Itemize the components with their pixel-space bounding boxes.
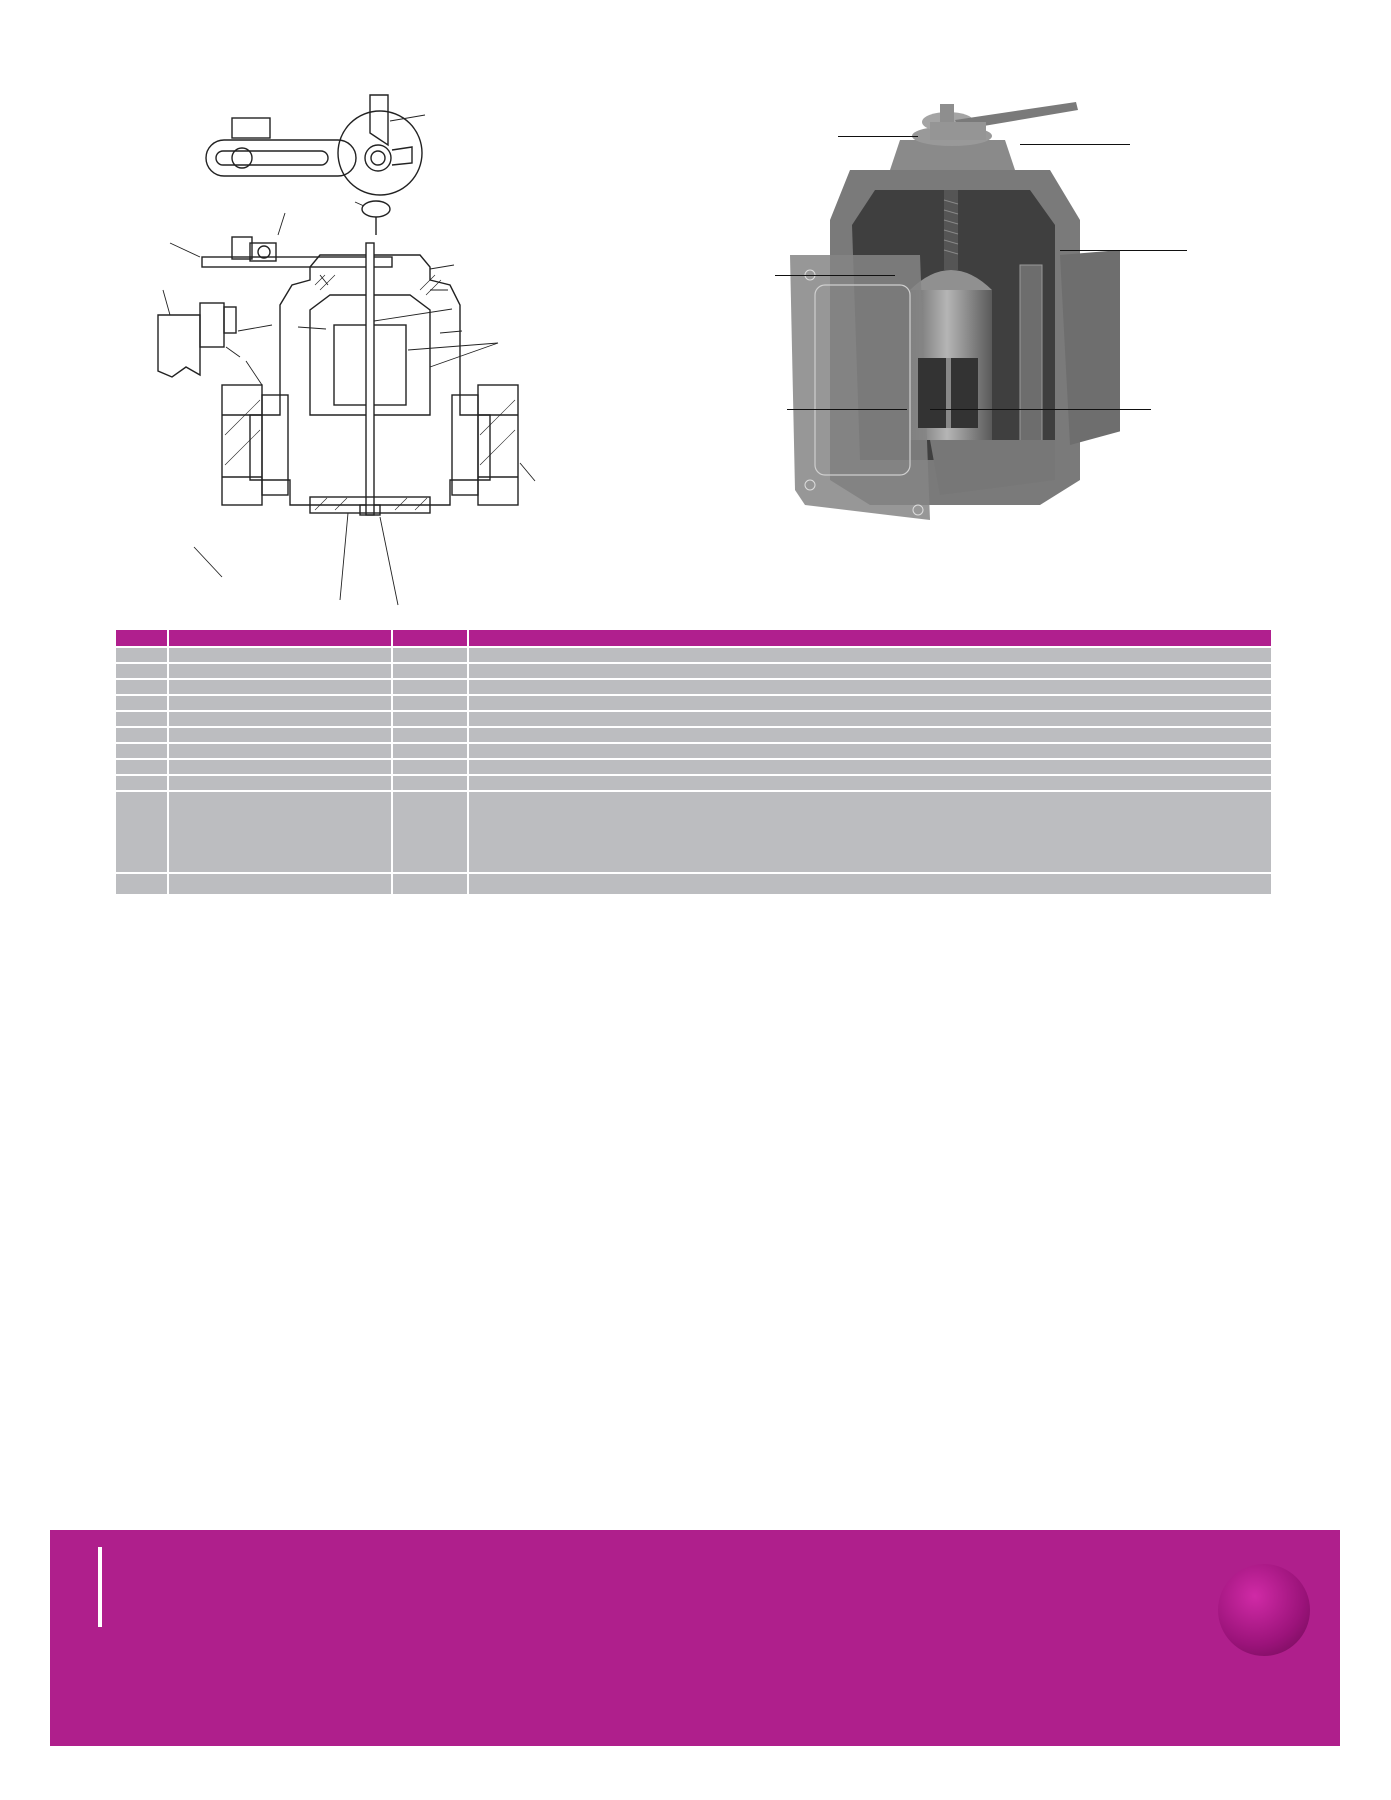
- valve-b-part: [468, 647, 522, 663]
- valve-cutaway-photo: [790, 100, 1120, 530]
- valve-d-part: [670, 743, 817, 759]
- table-row: [116, 743, 1271, 759]
- item-name: [168, 791, 392, 873]
- table-footnotes: [118, 1472, 626, 1492]
- valve-b-part: [468, 695, 522, 711]
- valve-g-part: [1111, 647, 1271, 663]
- valve-f-part: [964, 711, 1111, 727]
- valve-g-part: [1111, 759, 1271, 775]
- item-number: [116, 647, 168, 663]
- item-name: [168, 727, 392, 743]
- valve-e-part: [817, 775, 964, 791]
- valve-b-part: [468, 663, 522, 679]
- valve-f-part: [964, 775, 1111, 791]
- valve-g-part: [1111, 679, 1271, 695]
- valve-d-part: [670, 873, 817, 894]
- table-row: [116, 775, 1271, 791]
- valve-c-part: [522, 873, 669, 894]
- leader-line: [930, 409, 1151, 410]
- valve-d-part: [670, 775, 817, 791]
- item-number: [116, 775, 168, 791]
- valve-d-part: [670, 727, 817, 743]
- table-row: [116, 663, 1271, 679]
- item-number: [116, 873, 168, 894]
- valve-f-part: [964, 647, 1111, 663]
- item-series: [392, 775, 468, 791]
- item-number: [116, 679, 168, 695]
- valve-f-part: [964, 663, 1111, 679]
- valve-e-part: [817, 679, 964, 695]
- leader-line: [838, 136, 918, 137]
- leader-line: [787, 409, 907, 410]
- cross-section-illustration: [130, 85, 650, 615]
- header-valve-d: [670, 636, 817, 647]
- valve-d-part: [670, 791, 817, 873]
- valve-c-part: [522, 759, 669, 775]
- valve-g-part: [1111, 791, 1271, 873]
- item-series: [392, 743, 468, 759]
- header-valve-g: [1111, 636, 1271, 647]
- header-series: [392, 630, 468, 647]
- valve-g-part: [1111, 727, 1271, 743]
- header-item-no: [116, 630, 168, 647]
- item-name: [168, 647, 392, 663]
- valve-c-part: [522, 695, 669, 711]
- valve-b-part: [468, 727, 522, 743]
- contact-footer: [50, 1530, 1340, 1746]
- valve-g-part: [1111, 743, 1271, 759]
- table-row: [116, 873, 1271, 894]
- item-series: [392, 647, 468, 663]
- item-number: [116, 791, 168, 873]
- valve-d-part: [670, 647, 817, 663]
- item-number: [116, 711, 168, 727]
- item-series: [392, 873, 468, 894]
- valve-b-part: [468, 711, 522, 727]
- item-series: [392, 759, 468, 775]
- item-series: [392, 727, 468, 743]
- header-item-name: [168, 630, 392, 647]
- valve-e-part: [817, 873, 964, 894]
- valve-b-part: [468, 759, 522, 775]
- valve-f-part: [964, 695, 1111, 711]
- valve-c-part: [522, 743, 669, 759]
- valve-f-part: [964, 743, 1111, 759]
- valve-d-part: [670, 679, 817, 695]
- valve-d-part: [670, 711, 817, 727]
- valve-e-part: [817, 711, 964, 727]
- item-series: [392, 695, 468, 711]
- valve-c-part: [522, 711, 669, 727]
- footnote-legend: [118, 1472, 626, 1492]
- item-series: [392, 791, 468, 873]
- valve-c-part: [522, 647, 669, 663]
- contact-divider: [98, 1547, 102, 1627]
- valve-c-part: [522, 727, 669, 743]
- valve-f-part: [964, 759, 1111, 775]
- item-name: [168, 743, 392, 759]
- header-valve-f: [964, 636, 1111, 647]
- item-number: [116, 695, 168, 711]
- item-series: [392, 711, 468, 727]
- leader-line: [1060, 250, 1187, 251]
- item-number: [116, 663, 168, 679]
- valve-g-part: [1111, 775, 1271, 791]
- valve-e-part: [817, 759, 964, 775]
- item-name: [168, 775, 392, 791]
- item-number: [116, 743, 168, 759]
- table-row: [116, 727, 1271, 743]
- valve-c-part: [522, 663, 669, 679]
- table-row: [116, 647, 1271, 663]
- valve-b-part: [468, 743, 522, 759]
- item-number: [116, 727, 168, 743]
- valve-b-part: [468, 775, 522, 791]
- valve-f-part: [964, 873, 1111, 894]
- parts-table: [116, 630, 1271, 894]
- parts-table-body: [116, 647, 1271, 894]
- valve-e-part: [817, 727, 964, 743]
- table-row: [116, 759, 1271, 775]
- item-number: [116, 759, 168, 775]
- valve-b-part: [468, 791, 522, 873]
- valve-g-part: [1111, 695, 1271, 711]
- table-row: [116, 695, 1271, 711]
- valve-f-part: [964, 791, 1111, 873]
- header-valve-b: [468, 636, 522, 647]
- valve-e-part: [817, 695, 964, 711]
- valve-d-part: [670, 695, 817, 711]
- leader-line: [1020, 144, 1130, 145]
- valve-e-part: [817, 743, 964, 759]
- valve-c-part: [522, 679, 669, 695]
- valve-e-part: [817, 791, 964, 873]
- valve-c-part: [522, 775, 669, 791]
- valve-cross-section-drawing: [130, 85, 650, 615]
- fives-logo: [1098, 1543, 1318, 1733]
- valve-d-part: [670, 663, 817, 679]
- item-name: [168, 663, 392, 679]
- valve-e-part: [817, 663, 964, 679]
- valve-d-part: [670, 759, 817, 775]
- valve-b-part: [468, 873, 522, 894]
- item-name: [168, 679, 392, 695]
- header-valve-c: [522, 636, 669, 647]
- valve-b-part: [468, 679, 522, 695]
- valve-g-part: [1111, 873, 1271, 894]
- valve-g-part: [1111, 663, 1271, 679]
- item-series: [392, 663, 468, 679]
- cutaway-illustration: [790, 100, 1120, 530]
- item-name: [168, 711, 392, 727]
- header-valve-e: [817, 636, 964, 647]
- item-name: [168, 759, 392, 775]
- item-name: [168, 695, 392, 711]
- valve-f-part: [964, 727, 1111, 743]
- valve-g-part: [1111, 711, 1271, 727]
- table-row: [116, 791, 1271, 873]
- valve-f-part: [964, 679, 1111, 695]
- item-name: [168, 873, 392, 894]
- leader-line: [775, 275, 895, 276]
- table-row: [116, 711, 1271, 727]
- item-series: [392, 679, 468, 695]
- valve-c-part: [522, 791, 669, 873]
- table-row: [116, 679, 1271, 695]
- fives-logo-sphere-icon: [1218, 1564, 1310, 1656]
- valve-e-part: [817, 647, 964, 663]
